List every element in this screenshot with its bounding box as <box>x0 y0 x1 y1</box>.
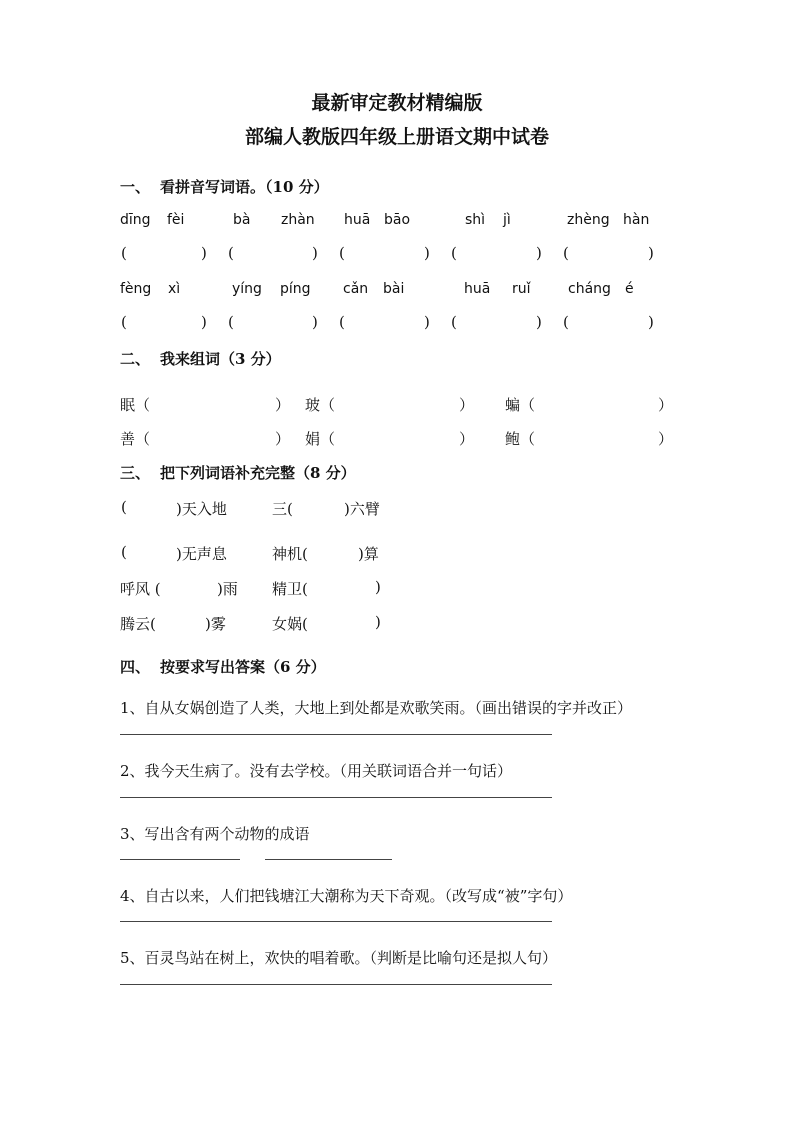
idiom-prefix: 呼风 ( <box>120 580 161 598</box>
answer-box-open: ( <box>339 244 345 262</box>
word-prompt: 娟（ <box>305 430 336 448</box>
pinyin-syllable: cháng <box>568 281 611 297</box>
word-prompt-close: ） <box>275 430 291 448</box>
section-4-number: 四、 <box>120 658 151 676</box>
answer-box-open: ( <box>121 244 127 262</box>
pinyin-syllable: jì <box>503 212 511 228</box>
pinyin-syllable: fèi <box>167 212 185 228</box>
answer-box-close: ) <box>312 244 318 262</box>
idiom-rest: )无声息 <box>176 545 227 563</box>
answer-box-open: ( <box>228 244 234 262</box>
idiom-prefix: 神机( <box>272 545 308 563</box>
idiom-prefix: 腾云( <box>120 615 156 633</box>
pinyin-syllable: zhàn <box>281 212 315 228</box>
pinyin-syllable: yíng <box>232 281 262 297</box>
pinyin-syllable: é <box>625 281 634 297</box>
answer-box-close: ) <box>312 313 318 331</box>
word-prompt: 鲍（ <box>505 430 536 448</box>
pinyin-syllable: cǎn <box>343 281 369 297</box>
word-prompt-close: ） <box>658 430 674 448</box>
question-1: 1、自从女娲创造了人类，大地上到处都是欢歌笑雨。（画出错误的字并改正） <box>120 699 633 717</box>
answer-box-open: ( <box>563 313 569 331</box>
answer-line <box>120 797 552 798</box>
section-3-title: 把下列词语补充完整（8 分） <box>160 464 356 482</box>
word-prompt-close: ） <box>275 396 291 414</box>
pinyin-syllable: huā <box>464 281 491 297</box>
answer-box-open: ( <box>451 313 457 331</box>
pinyin-syllable: ruǐ <box>512 281 531 297</box>
pinyin-syllable: zhèng <box>567 212 610 228</box>
answer-box-close: ) <box>424 313 430 331</box>
page-subtitle: 部编人教版四年级上册语文期中试卷 <box>244 126 549 148</box>
answer-box-close: ) <box>201 313 207 331</box>
word-prompt-close: ） <box>658 396 674 414</box>
idiom-rest: ) <box>375 578 381 596</box>
pinyin-syllable: shì <box>465 212 486 228</box>
idiom-rest: )天入地 <box>176 500 227 518</box>
idiom-prefix: 女娲( <box>272 615 308 633</box>
idiom-rest: ) <box>375 613 381 631</box>
pinyin-syllable: fèng <box>120 281 152 297</box>
answer-box-open: ( <box>228 313 234 331</box>
pinyin-syllable: hàn <box>623 212 650 228</box>
section-1-number: 一、 <box>120 178 151 196</box>
answer-box-close: ) <box>648 244 654 262</box>
word-prompt-close: ） <box>459 396 475 414</box>
pinyin-syllable: huā <box>344 212 371 228</box>
idiom-prefix: 精卫( <box>272 580 308 598</box>
word-prompt-close: ） <box>459 430 475 448</box>
word-prompt: 蝙（ <box>505 396 536 414</box>
answer-box-close: ) <box>648 313 654 331</box>
idiom-blank-open: ( <box>121 543 127 561</box>
section-4-title: 按要求写出答案（6 分） <box>160 658 326 676</box>
word-prompt: 善（ <box>120 430 151 448</box>
answer-box-close: ) <box>536 313 542 331</box>
idiom-rest: )雨 <box>217 580 238 598</box>
idiom-rest: )雾 <box>205 615 226 633</box>
question-4: 4、自古以来，人们把钱塘江大潮称为天下奇观。（改写成“被”字句） <box>120 887 573 905</box>
answer-box-open: ( <box>121 313 127 331</box>
pinyin-syllable: bài <box>383 281 405 297</box>
word-prompt: 玻（ <box>305 396 336 414</box>
idiom-blank-open: ( <box>121 498 127 516</box>
section-2-title: 我来组词（3 分） <box>160 350 281 368</box>
answer-box-close: ) <box>201 244 207 262</box>
question-3: 3、写出含有两个动物的成语 <box>120 825 310 843</box>
word-prompt: 眠（ <box>120 396 151 414</box>
idiom-rest: )六臂 <box>344 500 380 518</box>
page-title: 最新审定教材精编版 <box>311 92 483 114</box>
answer-box-close: ) <box>424 244 430 262</box>
pinyin-syllable: xì <box>168 281 181 297</box>
answer-box-open: ( <box>339 313 345 331</box>
answer-line <box>120 859 240 860</box>
pinyin-syllable: píng <box>280 281 311 297</box>
pinyin-syllable: bà <box>233 212 251 228</box>
idiom-prefix: 三( <box>272 500 293 518</box>
section-1-title: 看拼音写词语。（10 分） <box>160 178 329 196</box>
pinyin-syllable: dīng <box>120 212 151 228</box>
pinyin-syllable: bāo <box>384 212 411 228</box>
section-3-number: 三、 <box>120 464 151 482</box>
answer-line <box>265 859 392 860</box>
section-2-number: 二、 <box>120 350 151 368</box>
question-2: 2、我今天生病了。没有去学校。（用关联词语合并一句话） <box>120 762 513 780</box>
answer-box-close: ) <box>536 244 542 262</box>
answer-box-open: ( <box>563 244 569 262</box>
answer-line <box>120 734 552 735</box>
question-5: 5、百灵鸟站在树上，欢快的唱着歌。（判断是比喻句还是拟人句） <box>120 949 558 967</box>
answer-line <box>120 984 552 985</box>
answer-box-open: ( <box>451 244 457 262</box>
idiom-rest: )算 <box>358 545 379 563</box>
answer-line <box>120 921 552 922</box>
